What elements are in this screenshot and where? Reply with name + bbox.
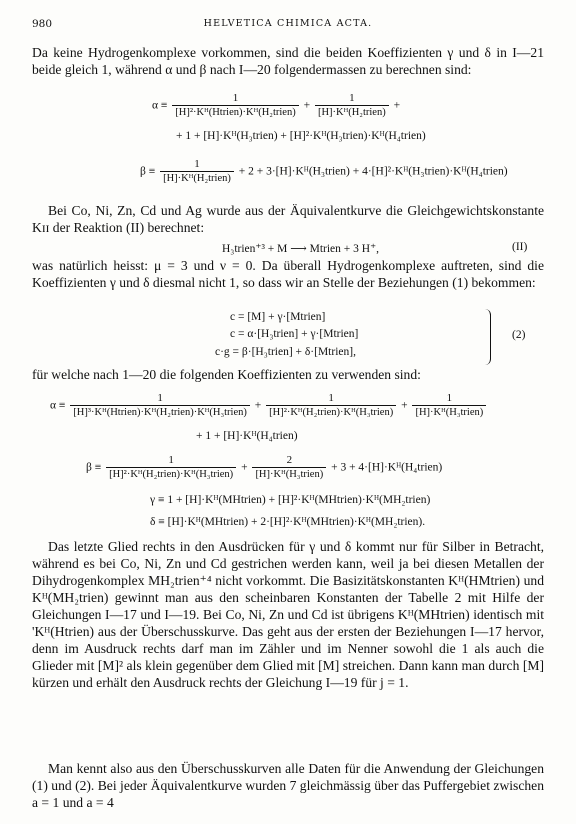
journal-title: HELVETICA CHIMICA ACTA. [203,18,373,29]
formula-alpha-2: α ≡ $\frac{1}{\text{[H]³·Kᴴ(Htrien)·Kᴴ(H₂trien)·Kᴴ(H₃trien)}}$ + $\frac{1}{\text{[H]²·Kᴴ(H₂trien)·Kᴴ(H₃trien)}}$ + $\frac{1}{\text{[H]·Kᴴ(H₃trien)}}$ [50,392,488,420]
running-header [0,18,576,32]
reaction-number: (II) [512,241,528,253]
beta-rest: + 2 + 3·[H]·Kᴴ(H₃trien) + 4·[H]²·Kᴴ(H₃trien)·Kᴴ(H₄trien) [238,165,508,178]
paragraph-discussion: Das letzte Glied rechts in den Ausdrücken für γ und δ kommt nur für Silber in Betracht, während es bei Co, Ni, Zn und Cd gestrichen werden kann, weil ja bei diesen Metallen der Dihydrogenkomplex MH₂trien⁺⁴ nicht vorkommt. Die Basizitätskonstanten Kᴴ(HMtrien) und Kᴴ(MH₂trien) gewinnt man aus den scheinbaren Konstanten der Tabelle 2 mit Hilfe der Gleichungen I—17 und I—19. Bei Co, Ni, Zn und Cd ist übrigens Kᴴ(MHtrien) identisch mit 'Kᴴ(Htrien) aus der Überschusskurve. Das geht aus der ersten der Beziehungen I—17 hervor, denn im Ausdruck rechts darf man im Zähler und im Nenner sowohl die 1 als auch die Glieder mit [M]² als klein gegenüber dem Glied mit [M] streichen. Dann kann man durch [M] kürzen und erhält den Ausdruck rechts der Gleichung I—19 für j = 1. [32,539,544,690]
formula-delta: δ ≡ [H]·Kᴴ(MHtrien) + 2·[H]²·Kᴴ(MHtrien)·Kᴴ(MH₂trien). [150,516,426,528]
alpha-term-2: $\frac{1}{\text{[H]·Kᴴ(H₂trien)}}$ [315,92,389,120]
page-number: 980 [32,18,53,30]
alpha-lhs: α ≡ [152,99,168,112]
alpha2-term-1: $\frac{1}{\text{[H]³·Kᴴ(Htrien)·Kᴴ(H₂trien)·Kᴴ(H₃trien)}}$ [70,392,250,420]
paragraph-coefficients: was natürlich heisst: μ = 3 und ν = 0. Da überall Hydrogenkomplexe auftreten, sind die Koeffizienten γ und δ diesmal nicht 1, so dass wir an Stelle der Beziehungen (1) bekommen: [32,258,544,290]
system-line-2: c = α·[H₃trien] + γ·[Mtrien] [230,328,359,340]
paragraph-conclusion: Man kennt also aus den Überschusskurven alle Daten für die Anwendung der Gleichungen (1) und (2). Bei jeder Äquivalentkurve wurden 7 gleichmässig über das Puffergebiet zwischen a = 1 und a = 4 [32,761,544,810]
alpha-term-1: $\frac{1}{\text{[H]²·Kᴴ(Htrien)·Kᴴ(H₂trien)}}$ [172,92,298,120]
beta-lhs: β ≡ [140,165,156,178]
alpha2-term-3: $\frac{1}{\text{[H]·Kᴴ(H₃trien)}}$ [412,392,486,420]
formula-alpha-1: α ≡ $\frac{1}{\text{[H]²·Kᴴ(Htrien)·Kᴴ(H₂trien)}}$ + $\frac{1}{\text{[H]·Kᴴ(H₂trien)}}$ + [152,92,401,118]
beta-term-1: $\frac{1}{\text{[H]·Kᴴ(H₂trien)}}$ [160,158,234,186]
reaction-II: H₃trien⁺³ + M ⟶ Mtrien + 3 H⁺, [222,243,380,255]
system-brace [482,309,491,365]
formula-beta-1 [140,158,508,186]
system-line-1: c = [M] + γ·[Mtrien] [230,311,326,323]
system-number: (2) [512,329,526,341]
paragraph-equilibrium: Bei Co, Ni, Zn, Cd und Ag wurde aus der Äquivalentkurve die Gleichgewichtskonstante Kɪɪ der Reaktion (II) berechnet: [32,203,544,235]
alpha2-term-2: $\frac{1}{\text{[H]²·Kᴴ(H₂trien)·Kᴴ(H₃trien)}}$ [266,392,396,420]
paragraph-intro: Da keine Hydrogenkomplexe vorkommen, sind die beiden Koeffizienten γ und δ in I—21 beide gleich 1, während α und β nach I—20 folgendermassen zu berechnen sind: [32,45,544,77]
beta2-term-1: $\frac{1}{\text{[H]²·Kᴴ(H₂trien)·Kᴴ(H₃trien)}}$ [106,454,236,482]
beta2-term-2: $\frac{2}{\text{[H]·Kᴴ(H₃trien)}}$ [252,454,326,482]
formula-alpha-1-continued: + 1 + [H]·Kᴴ(H₃trien) + [H]²·Kᴴ(H₃trien)·Kᴴ(H₄trien) [176,130,426,142]
formula-alpha-2-continued: + 1 + [H]·Kᴴ(H₄trien) [196,430,298,442]
formula-beta-2: β ≡ $\frac{1}{\text{[H]²·Kᴴ(H₂trien)·Kᴴ(H₃trien)}}$ + $\frac{2}{\text{[H]·Kᴴ(H₃trien)}}$ + 3 + 4·[H]·Kᴴ(H₄trien) [86,454,443,480]
paragraph-coefficient-list: für welche nach 1—20 die folgenden Koeffizienten zu verwenden sind: [32,367,421,382]
formula-gamma: γ ≡ 1 + [H]·Kᴴ(MHtrien) + [H]²·Kᴴ(MHtrien)·Kᴴ(MH₂trien) [150,494,431,506]
system-line-3: c·g = β·[H₃trien] + δ·[Mtrien], [215,346,356,358]
